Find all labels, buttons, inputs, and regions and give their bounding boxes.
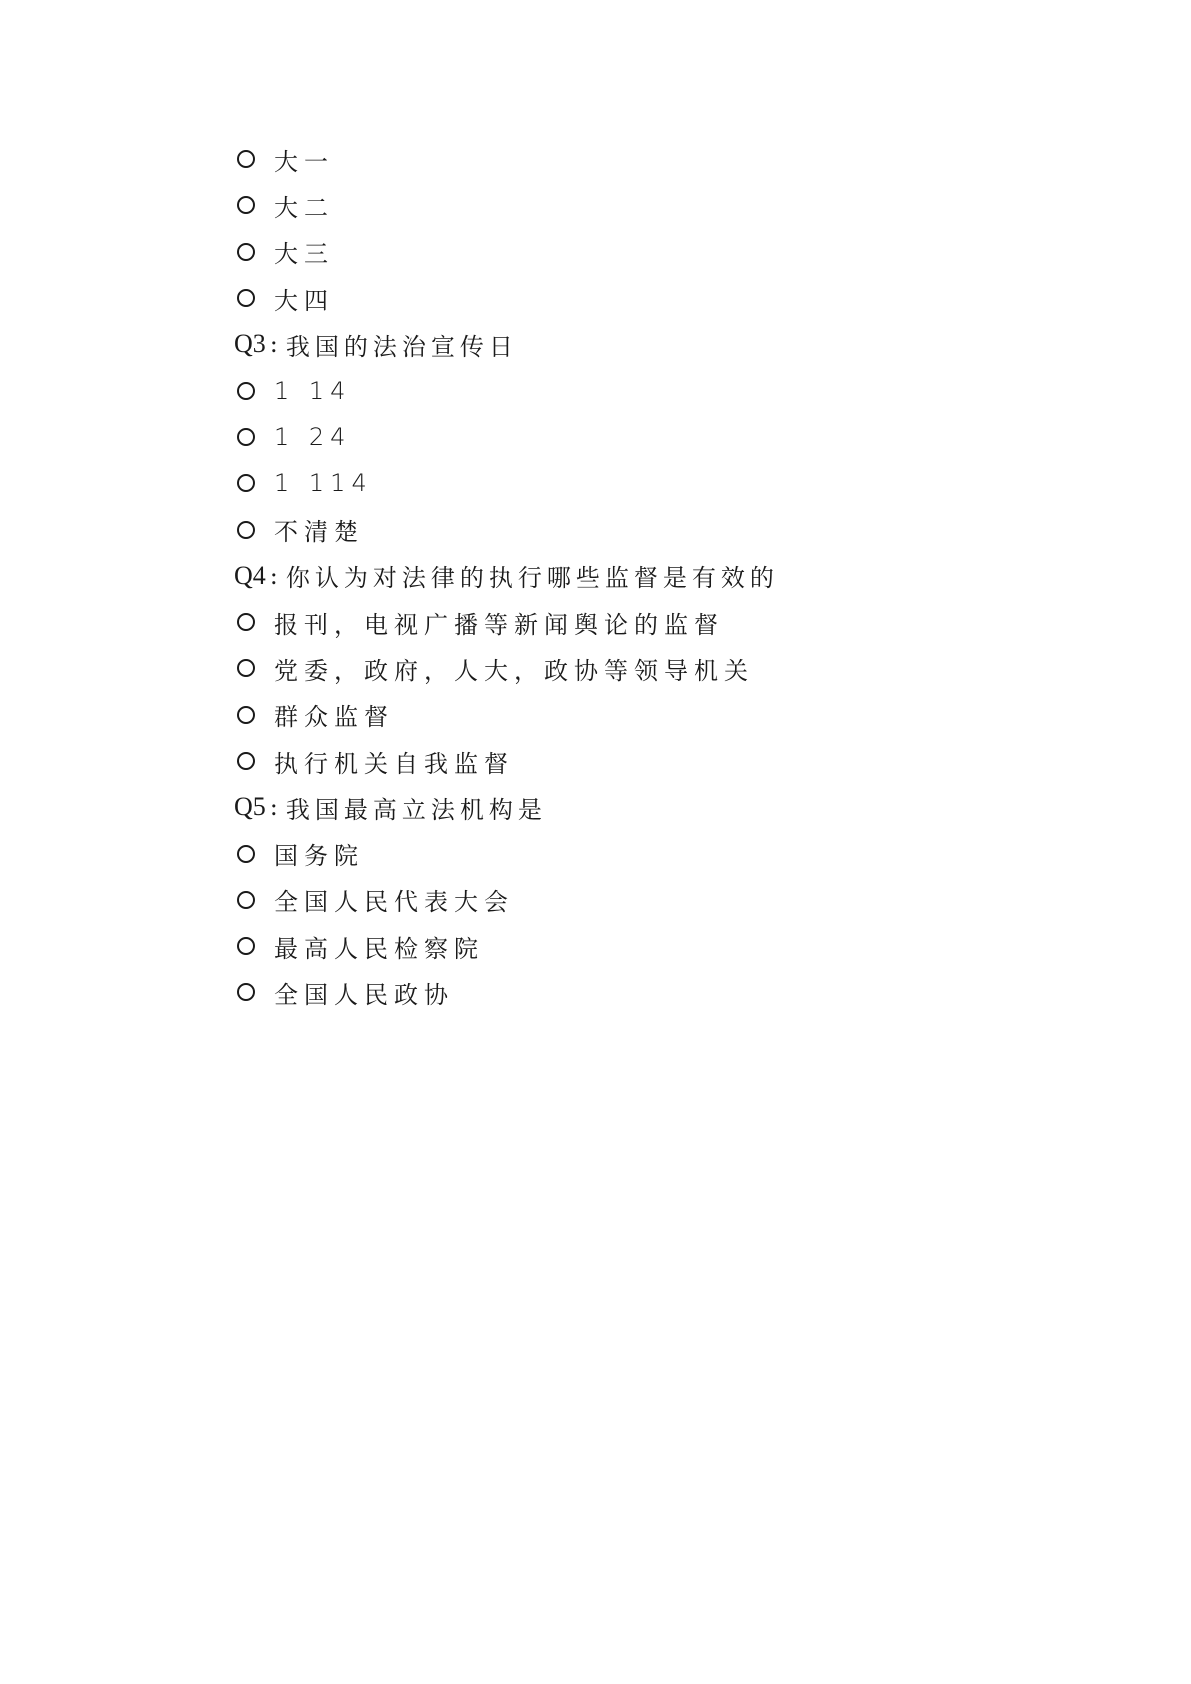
option-row[interactable] <box>234 460 1034 506</box>
option-label: 大三 <box>274 240 334 269</box>
option-label: 大二 <box>274 193 334 222</box>
question-q3 <box>234 321 1034 367</box>
radio-circle-icon[interactable] <box>237 752 255 770</box>
radio-circle-icon[interactable] <box>237 659 255 677</box>
radio-circle-icon[interactable] <box>237 521 255 539</box>
radio-circle-icon[interactable] <box>237 196 255 214</box>
option-row[interactable] <box>234 229 1034 275</box>
option-row[interactable] <box>234 367 1034 413</box>
radio-circle-icon[interactable] <box>237 243 255 261</box>
radio-circle-icon[interactable] <box>237 891 255 909</box>
option-label: 1 24 <box>274 422 352 451</box>
radio-circle-icon[interactable] <box>237 150 255 168</box>
option-row[interactable] <box>234 877 1034 923</box>
question-colon: : <box>269 561 278 590</box>
option-label: 执行机关自我监督 <box>274 749 514 778</box>
question-text: 你认为对法律的执行哪些监督是有效的 <box>285 564 779 593</box>
radio-circle-icon[interactable] <box>237 382 255 400</box>
question-q5 <box>234 784 1034 830</box>
option-row[interactable] <box>234 923 1034 969</box>
option-label: 1 114 <box>274 469 373 498</box>
radio-circle-icon[interactable] <box>237 845 255 863</box>
option-label: 国务院 <box>274 842 364 871</box>
question-text: 我国的法治宣传日 <box>285 332 518 361</box>
option-row[interactable] <box>234 599 1034 645</box>
option-label: 报刊，电视广播等新闻舆论的监督 <box>274 610 724 639</box>
question-number: Q4 <box>234 560 266 590</box>
question-q4 <box>234 553 1034 599</box>
option-label: 最高人民检察院 <box>274 934 484 963</box>
option-row[interactable] <box>234 182 1034 228</box>
option-label: 全国人民政协 <box>274 980 454 1009</box>
questionnaire-content <box>234 136 1034 1016</box>
option-row[interactable] <box>234 692 1034 738</box>
option-label: 大一 <box>274 147 334 176</box>
radio-circle-icon[interactable] <box>237 613 255 631</box>
option-row[interactable] <box>234 738 1034 784</box>
radio-circle-icon[interactable] <box>237 937 255 955</box>
option-label: 大四 <box>274 286 334 315</box>
option-row[interactable] <box>234 830 1034 876</box>
option-label: 不清楚 <box>274 518 364 547</box>
question-number: Q5 <box>234 792 266 822</box>
radio-circle-icon[interactable] <box>237 474 255 492</box>
radio-circle-icon[interactable] <box>237 706 255 724</box>
option-row[interactable] <box>234 275 1034 321</box>
option-label: 全国人民代表大会 <box>274 888 514 917</box>
question-text: 我国最高立法机构是 <box>285 795 547 824</box>
option-row[interactable] <box>234 506 1034 552</box>
option-label: 1 14 <box>274 376 352 405</box>
question-colon: : <box>269 793 278 822</box>
question-colon: : <box>269 330 278 359</box>
radio-circle-icon[interactable] <box>237 289 255 307</box>
option-row[interactable] <box>234 645 1034 691</box>
option-label: 党委，政府，人大，政协等领导机关 <box>274 656 754 685</box>
option-row[interactable] <box>234 414 1034 460</box>
radio-circle-icon[interactable] <box>237 428 255 446</box>
option-label: 群众监督 <box>274 703 394 732</box>
radio-circle-icon[interactable] <box>237 983 255 1001</box>
question-number: Q3 <box>234 329 266 359</box>
option-row[interactable] <box>234 969 1034 1015</box>
option-row[interactable] <box>234 136 1034 182</box>
